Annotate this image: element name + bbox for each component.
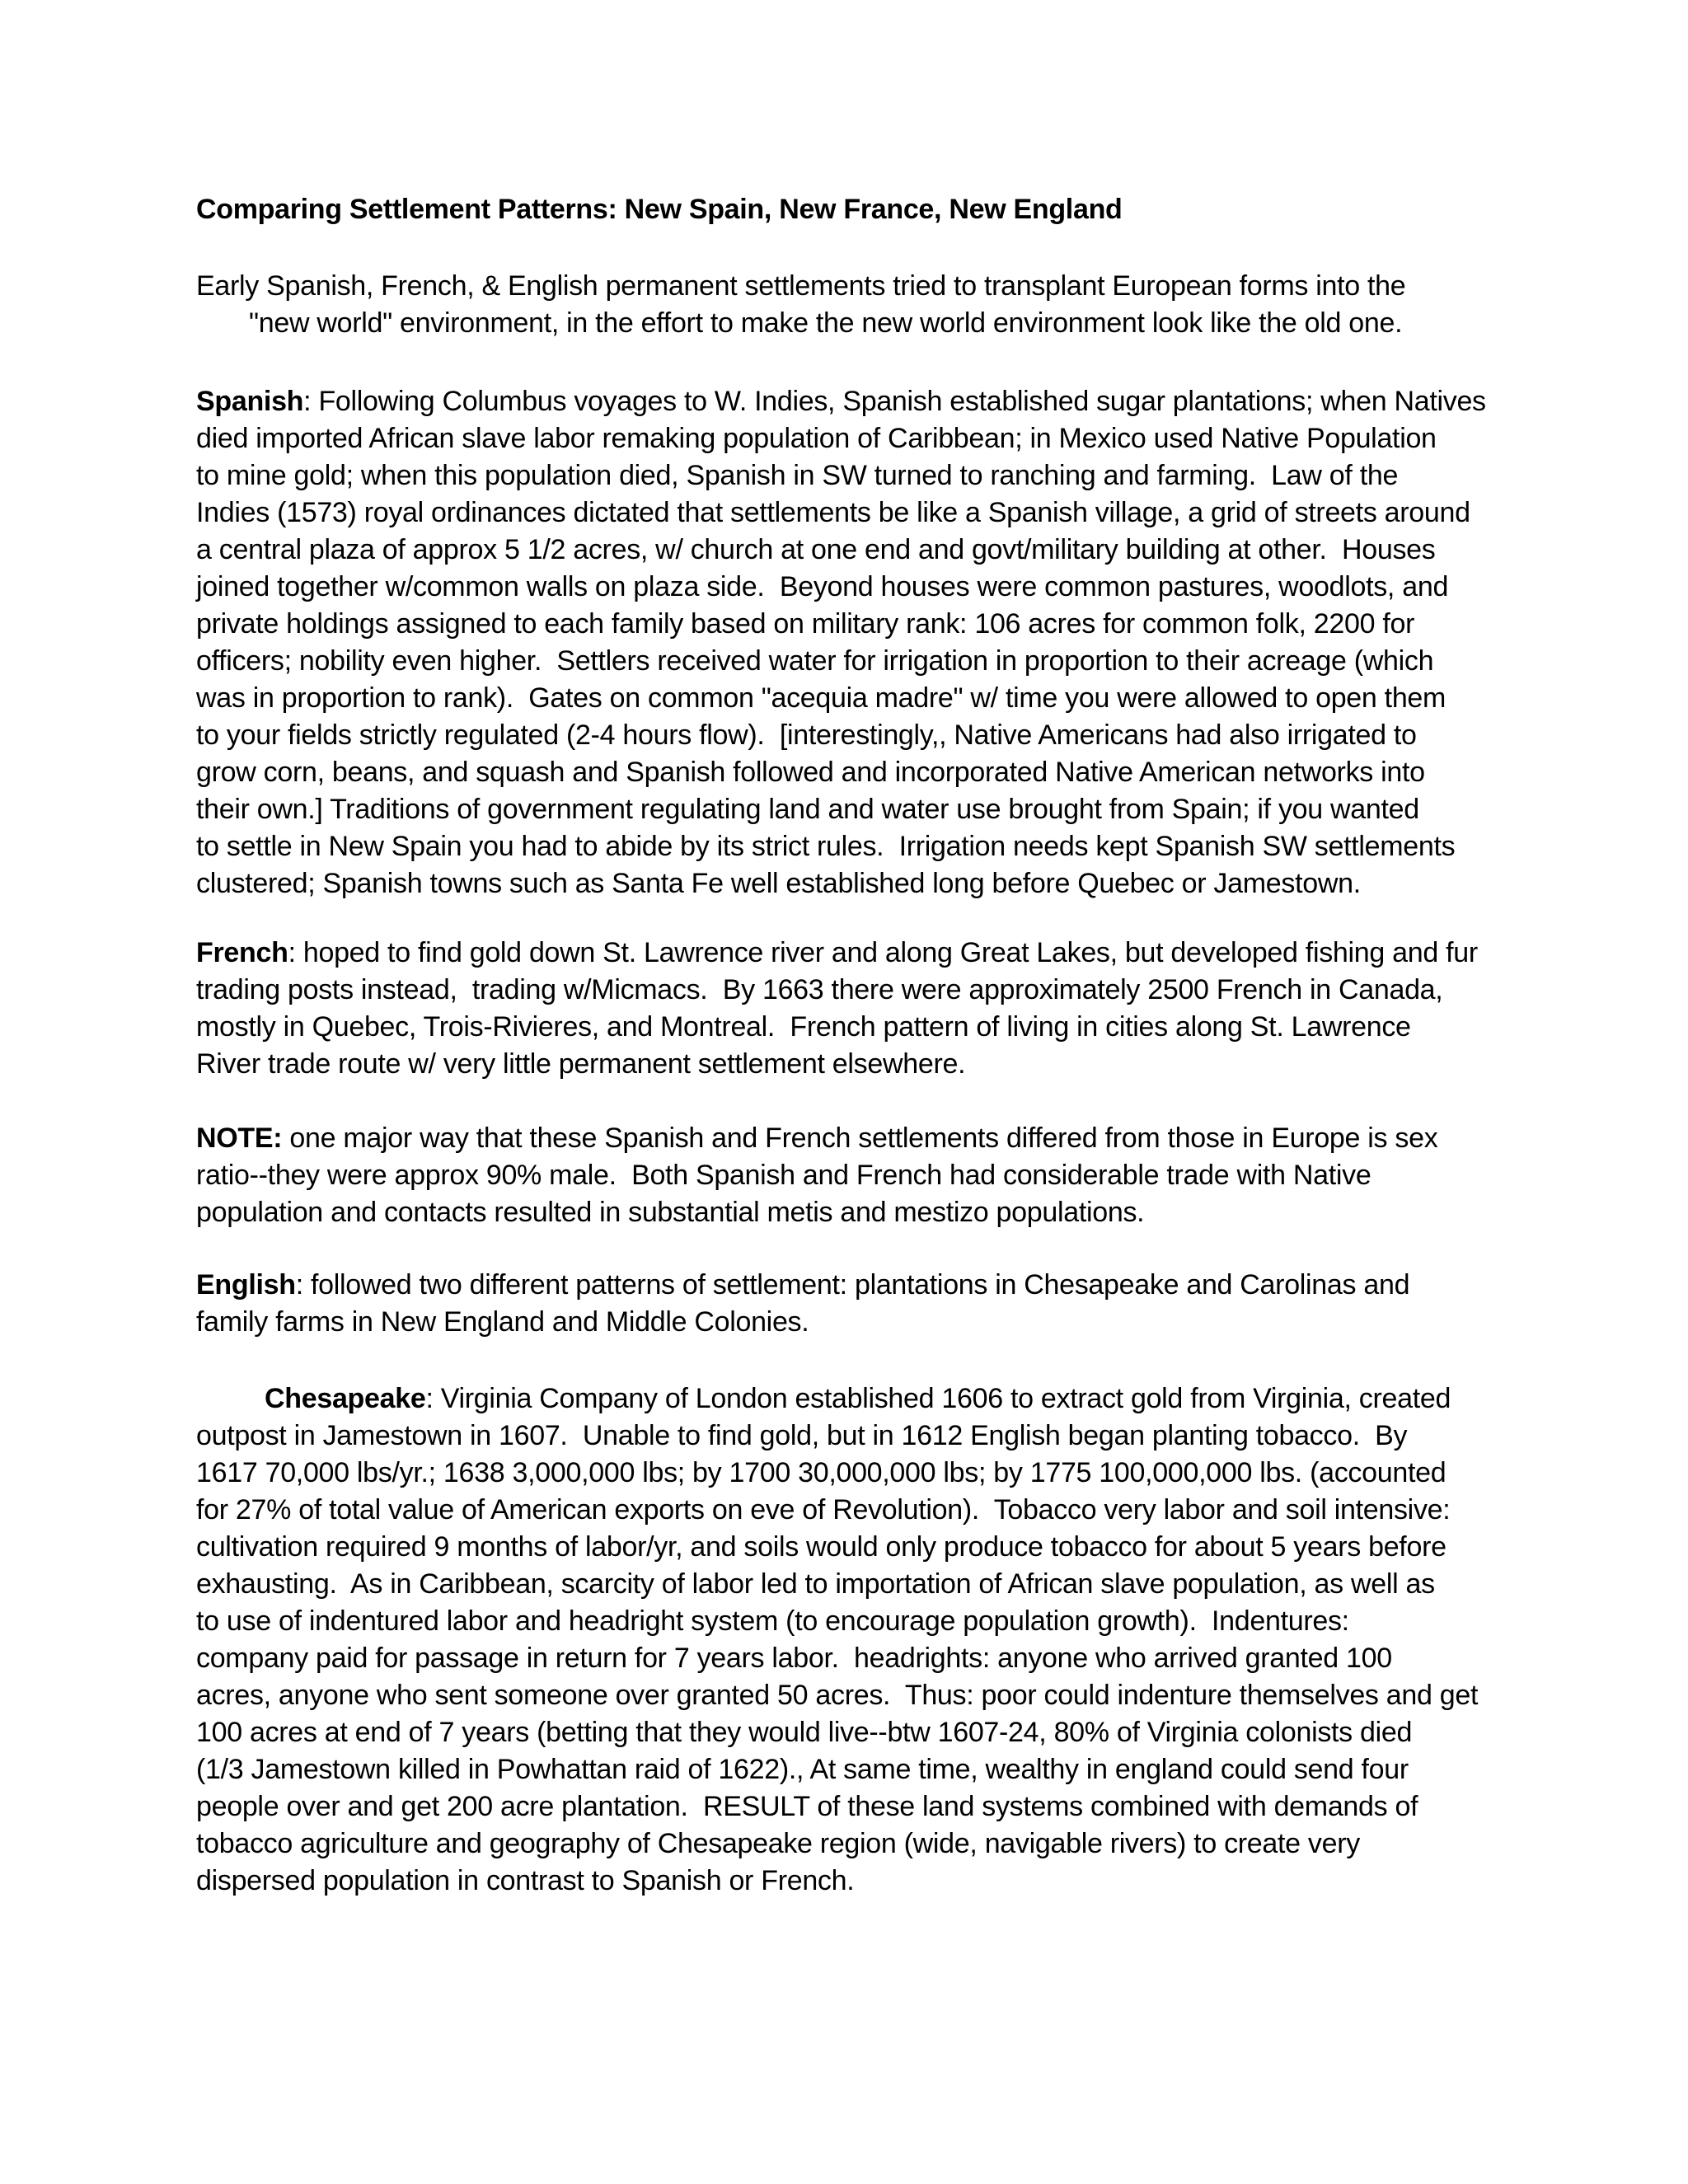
text-line: company paid for passage in return for 7 years labor. headrights: anyone who arrived granted 100 (196, 1643, 1392, 1674)
text-line: acres, anyone who sent someone over granted 50 acres. Thus: poor could indenture themselves and get (196, 1680, 1479, 1711)
text-line: officers; nobility even higher. Settlers received water for irrigation in proportion to their acreage (which (196, 645, 1434, 677)
text-line: joined together w/common walls on plaza side. Beyond houses were common pastures, woodlots, and (196, 571, 1449, 602)
text-line: for 27% of total value of American exports on eve of Revolution). Tobacco very labor and soil intensive: (196, 1494, 1451, 1526)
text-line: ratio--they were approx 90% male. Both Spanish and French had considerable trade with Native (196, 1160, 1372, 1191)
text-line: 1617 70,000 lbs/yr.; 1638 3,000,000 lbs; by 1700 30,000,000 lbs; by 1775 100,000,000 lbs. (accounted (196, 1457, 1447, 1488)
text-line: to your fields strictly regulated (2-4 hours flow). [interestingly,, Native Americans had also irrigated to (196, 719, 1417, 751)
text-line: to settle in New Spain you had to abide by its strict rules. Irrigation needs kept Spanish SW settlements (196, 831, 1456, 862)
text-line: River trade route w/ very little permanent settlement elsewhere. (196, 1048, 966, 1080)
text-line: to mine gold; when this population died, Spanish in SW turned to ranching and farming. Law of the (196, 460, 1399, 491)
text-line: cultivation required 9 months of labor/yr, and soils would only produce tobacco for about 5 years before (196, 1531, 1447, 1563)
text-line: their own.] Traditions of government regulating land and water use brought from Spain; if you wanted (196, 794, 1419, 825)
text-line: dispersed population in contrast to Spanish or French. (196, 1865, 855, 1896)
text-line: people over and get 200 acre plantation. RESULT of these land systems combined with demands of (196, 1791, 1418, 1822)
text-line: tobacco agriculture and geography of Chesapeake region (wide, navigable rivers) to create very (196, 1828, 1360, 1859)
text-line: 100 acres at end of 7 years (betting that they would live--btw 1607-24, 80% of Virginia colonists died (196, 1717, 1413, 1748)
paragraph-lead-label: French (196, 937, 288, 968)
text-line: grow corn, beans, and squash and Spanish followed and incorporated Native American networks into (196, 757, 1425, 788)
text-line: family farms in New England and Middle Colonies. (196, 1306, 809, 1338)
paragraph-spanish (196, 383, 1523, 902)
text-line: NOTE: one major way that these Spanish and French settlements differed from those in Europe is sex (196, 1122, 1438, 1154)
text-line: outpost in Jamestown in 1607. Unable to find gold, but in 1612 English began planting tobacco. By (196, 1420, 1408, 1451)
text-line: Spanish: Following Columbus voyages to W. Indies, Spanish established sugar plantations; when Natives (196, 386, 1486, 417)
text-line: "new world" environment, in the effort to make the new world environment look like the old one. (249, 307, 1403, 339)
text-line: Chesapeake: Virginia Company of London established 1606 to extract gold from Virginia, created (265, 1383, 1451, 1414)
paragraph-note (196, 1120, 1523, 1231)
text-line: died imported African slave labor remaking population of Caribbean; in Mexico used Native Population (196, 423, 1437, 454)
text-line: mostly in Quebec, Trois-Rivieres, and Montreal. French pattern of living in cities along St. Lawrence (196, 1011, 1411, 1043)
text-line: trading posts instead, trading w/Micmacs. By 1663 there were approximately 2500 French in Canada, (196, 974, 1443, 1005)
document-title: Comparing Settlement Patterns: New Spain, New France, New England (196, 194, 1123, 225)
paragraph-lead-label: Spanish (196, 386, 304, 417)
text-line: Indies (1573) royal ordinances dictated that settlements be like a Spanish village, a grid of streets around (196, 497, 1470, 528)
text-line: private holdings assigned to each family based on military rank: 106 acres for common folk, 2200 for (196, 608, 1415, 640)
text-line: to use of indentured labor and headright system (to encourage population growth). Indentures: (196, 1605, 1349, 1637)
paragraph-lead-label: Chesapeake (265, 1383, 426, 1414)
paragraph-english (196, 1267, 1523, 1341)
paragraph-french (196, 935, 1523, 1083)
text-line: Early Spanish, French, & English permanent settlements tried to transplant European forms into the (196, 270, 1406, 302)
text-line: a central plaza of approx 5 1/2 acres, w/ church at one end and govt/military building at other. Houses (196, 534, 1436, 565)
paragraph-lead-label: English (196, 1269, 296, 1301)
document-body (196, 268, 1523, 1900)
text-line: French: hoped to find gold down St. Lawrence river and along Great Lakes, but developed fishing and fur (196, 937, 1478, 968)
text-line: English: followed two different patterns of settlement: plantations in Chesapeake and Carolinas and (196, 1269, 1410, 1301)
text-line: clustered; Spanish towns such as Santa Fe well established long before Quebec or Jamestown. (196, 868, 1361, 899)
text-line: (1/3 Jamestown killed in Powhattan raid of 1622)., At same time, wealthy in england could send four (196, 1754, 1409, 1785)
paragraph-lead-label: NOTE: (196, 1122, 283, 1154)
text-line: was in proportion to rank). Gates on common "acequia madre" w/ time you were allowed to open them (196, 682, 1447, 714)
paragraph-intro (196, 268, 1523, 342)
paragraph-chesapeake (196, 1380, 1523, 1900)
text-line: exhausting. As in Caribbean, scarcity of labor led to importation of African slave population, as well as (196, 1568, 1435, 1600)
text-line: population and contacts resulted in substantial metis and mestizo populations. (196, 1197, 1145, 1228)
